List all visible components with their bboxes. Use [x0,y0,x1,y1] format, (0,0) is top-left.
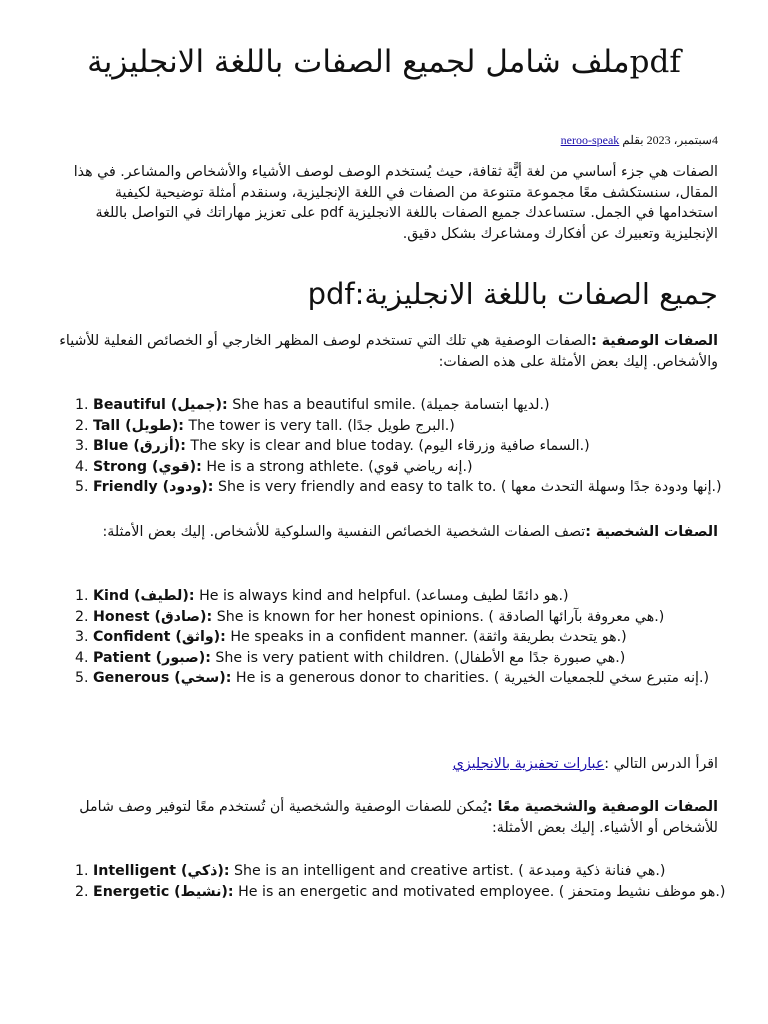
personality-intro [54,522,718,543]
list-item-term: Kind (لطيف): [93,588,195,604]
list-item-text: He is always kind and helpful. (هو دائمًا لطيف ومساعد.) [194,588,569,604]
personality-list [0,586,761,689]
read-next-prefix: اقرأ الدرس التالي : [604,756,718,772]
list-item [93,668,761,689]
combined-text: يُمكن للصفات الوصفية والشخصية أن تُستخدم معًا لتوفير وصف شامل للأشخاص أو الأشياء. إليك بعض الأمثلة: [79,799,718,836]
list-item-term: Energetic (نشيط): [93,883,234,900]
list-item-term: Confident (واثق): [93,629,226,646]
post-date: 4سبتمبر، 2023 [646,133,718,147]
list-item [93,882,761,903]
list-item-text: She is an intelligent and creative artist. ( هي فنانة ذكية ومبدعة.) [229,863,666,879]
list-item [93,416,761,437]
list-item-term: Honest (صادق): [93,608,213,625]
list-item-text: He is a strong athlete. (إنه رياضي قوي.) [201,458,473,475]
list-item-text: She is very patient with children. (هي صبورة جدًا مع الأطفال.) [210,649,626,666]
list-item [93,861,761,882]
list-item [93,457,761,478]
post-by-label: بقلم [622,133,644,147]
list-item-term: Patient (صبور): [93,649,211,666]
list-item-text: The sky is clear and blue today. (السماء صافية وزرقاء اليوم.) [185,438,590,455]
combined-label: الصفات الوصفية والشخصية معًا : [487,799,718,815]
descriptive-text: الصفات الوصفية هي تلك التي تستخدم لوصف المظهر الخارجي أو الخصائص الفعلية للأشياء والأشخاص. إليك بعض الأمثلة على هذه الصفات: [59,333,718,370]
list-item-term: Generous (سخي): [93,670,232,687]
list-item [93,607,761,628]
list-item [93,627,761,648]
list-item-term: Beautiful (جميل): [93,397,228,413]
list-item-term: Friendly (ودود): [93,479,214,496]
list-item-term: Tall (طويل): [93,417,184,434]
combined-intro [54,797,718,838]
list-item-term: Intelligent (ذكي): [93,863,230,879]
list-item-term: Strong (قوي): [93,458,202,475]
read-next [54,754,718,775]
descriptive-intro [54,331,718,372]
page-title: ملف شامل لجميع الصفات باللغة الانجليزيةpdf [87,44,681,80]
list-item [93,436,761,457]
list-item [93,477,761,498]
personality-label: الصفات الشخصية : [585,524,718,540]
list-item [93,648,761,669]
list-item-text: The tower is very tall. (البرج طويل جدًا.) [184,417,455,434]
list-item-text: He is a generous donor to charities. ( إنه متبرع سخي للجمعيات الخيرية.) [231,670,710,687]
post-meta [561,133,718,148]
personality-text: تصف الصفات الشخصية الخصائص النفسية والسلوكية للأشخاص. إليك بعض الأمثلة: [102,524,586,540]
section-heading: جميع الصفات باللغة الانجليزية:pdf [307,277,718,311]
list-item [93,395,761,416]
read-next-link[interactable]: عبارات تحفيزية بالانجليزي [452,756,605,772]
list-item-term: Blue (أزرق): [93,438,186,455]
list-item-text: He speaks in a confident manner. (هو يتحدث بطريقة واثقة.) [225,629,627,646]
intro-paragraph: الصفات هي جزء أساسي من لغة أيًّة ثقافة، حيث يُستخدم الوصف لوصف الأشياء والأشخاص والمشاعر. في هذا المقال، سنستكشف معًا مجموعة متنوعة من الصفات في اللغة الإنجليزية، وسنقدم أمثلة توضيحية لكيفية استخدامها في الجمل. ستساعدك جميع الصفات باللغة الانجليزية pdf على تعزيز مهاراتك في التواصل باللغة الإنجليزية وتعبيرك عن أفكارك ومشاعرك بشكل دقيق. [73,164,718,242]
list-item [93,586,761,607]
list-item-text: She is very friendly and easy to talk to. ( إنها ودودة جدًا وسهلة التحدث معها.) [213,479,722,496]
list-item-text: He is an energetic and motivated employee. ( هو موظف نشيط ومتحفز.) [233,883,726,900]
descriptive-list [0,395,761,498]
author-link[interactable]: neroo-speak [560,133,620,147]
list-item-text: She is known for her honest opinions. ( هي معروفة بآرائها الصادقة.) [212,608,665,625]
list-item-text: She has a beautiful smile. (لديها ابتسامة جميلة.) [227,397,550,413]
descriptive-label: الصفات الوصفية : [591,333,718,349]
combined-list [0,861,761,902]
